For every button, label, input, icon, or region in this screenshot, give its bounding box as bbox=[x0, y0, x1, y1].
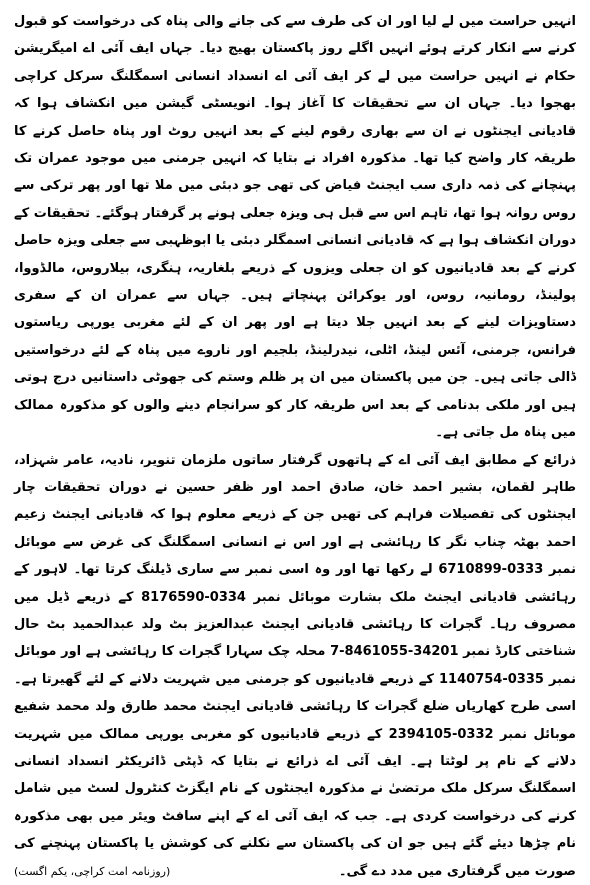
article-paragraph-1: انہیں حراست میں لے لیا اور ان کی طرف سے کی جانے والی پناہ کی درخواست کو قبول کرنے سے انکار کرتے ہوئے انہیں اگلے روز پاکستان بھیج دیا۔ جہاں ایف آئی اے امیگریشن حکام نے انہیں حراست میں لے کر ایف آئی اے انسداد انسانی اسمگلنگ سرکل کراچی بھجوا دیا۔ جہاں ان سے تحقیقات کا آغاز ہوا۔ انویسٹی گیشن میں انکشاف ہوا کہ قادیانی ایجنٹوں نے ان سے بھاری رقوم لینے کے بعد انہیں روٹ اور پناہ حاصل کرنے کا طریقہ کار واضح کیا تھا۔ مذکورہ افراد نے بتایا کہ انہیں جرمنی میں موجود عمران تک پہنچانے کی ذمہ داری سب ایجنٹ فیاض کی تھی جو دبئی میں ملا تھا اور پھر ترکی سے روس روانہ ہوا تھا، تاہم اس سے قبل ہی ویزہ جعلی ہونے پر گرفتار ہوگئے۔ تحقیقات کے دوران انکشاف ہوا ہے کہ قادیانی انسانی اسمگلر دبئی یا ابوظہبی سے جعلی ویزہ حاصل کرنے کے بعد قادیانیوں کو ان جعلی ویزوں کے ذریعے بلغاریہ، ہنگری، بیلاروس، مالڈووا، پولینڈ، رومانیہ، روس، اور یوکرائن پہنچاتے ہیں۔ جہاں سے عمران ان کے سفری دستاویزات لینے کے بعد انہیں جلا دیتا ہے اور پھر ان کے لئے مغربی یورپی ریاستوں فرانس، جرمنی، آئس لینڈ، اٹلی، نیدرلینڈ، بلجیم اور ناروے میں پناہ کے لئے درخواستیں ڈالی جاتی ہیں۔ جن میں پاکستان میں ان پر ظلم وستم کی جھوٹی داستانیں درج ہوتی ہیں اور ملکی بدنامی کے بعد اس طریقہ کار کو سرانجام دینے والوں کو مذکورہ ممالک میں پناہ مل جاتی ہے۔ bbox=[14, 8, 576, 447]
article-body bbox=[14, 8, 576, 885]
article-paragraph-2-text: ذرائع کے مطابق ایف آئی اے کے ہاتھوں گرفتار ساتوں ملزمان تنویر، نادیہ، عامر شہزاد، طاہر لقمان، بشیر احمد خان، صادق احمد اور ظفر حسین نے دوران تحقیقات چار ایجنٹوں کی تفصیلات فراہم کی تھیں جن کے ذریعے معلوم ہوا کہ قادیانی ایجنٹ زعیم احمد بھٹہ چناب نگر کا رہائشی ہے اور اس نے انسانی اسمگلنگ کی غرض سے موبائل نمبر 0333-6710899 لے رکھا تھا اور وہ اسی نمبر سے ساری ڈیلنگ کرتا تھا۔ لاہور کے رہائشی قادیانی ایجنٹ ملک بشارت موبائل نمبر 0334-8176590 کے ذریعے ڈیل میں مصروف رہا۔ گجرات کا رہائشی قادیانی ایجنٹ عبدالعزیز بٹ ولد عبدالحمید بٹ حال شناختی کارڈ نمبر 34201-8461055-7 محلہ چک سہارا گجرات کا رہائشی ہے اور موبائل نمبر 0335-1140754 کے ذریعے قادیانیوں کو جرمنی میں شہریت دلانے کے لئے گھیرتا ہے۔ اسی طرح کھاریاں ضلع گجرات کا رہائشی قادیانی ایجنٹ محمد طارق ولد محمد شفیع موبائل نمبر 0332-2394105 کے ذریعے قادیانیوں کو مغربی یورپی ممالک میں شہریت دلانے کے نام پر لوٹتا ہے۔ ایف آئی اے ذرائع نے بتایا کہ ڈپٹی ڈائریکٹر انسداد انسانی اسمگلنگ سرکل ملک مرتضیٰ نے مذکورہ ایجنٹوں کے نام ایگزٹ کنٹرول لسٹ میں شامل کرنے کی درخواست کردی ہے۔ جب کہ ایف آئی اے کے اپنے سافٹ ویئر میں بھی مذکورہ نام چڑھا دیئے گئے ہیں جو ان کی پاکستان سے نکلنے کی کوشش یا پاکستان پہنچنے کی صورت میں گرفتاری میں مدد دے گی۔ bbox=[14, 453, 576, 879]
article-paragraph-2 bbox=[14, 447, 576, 885]
source-citation: (روزنامہ امت کراچی، یکم اگست) bbox=[14, 858, 170, 885]
